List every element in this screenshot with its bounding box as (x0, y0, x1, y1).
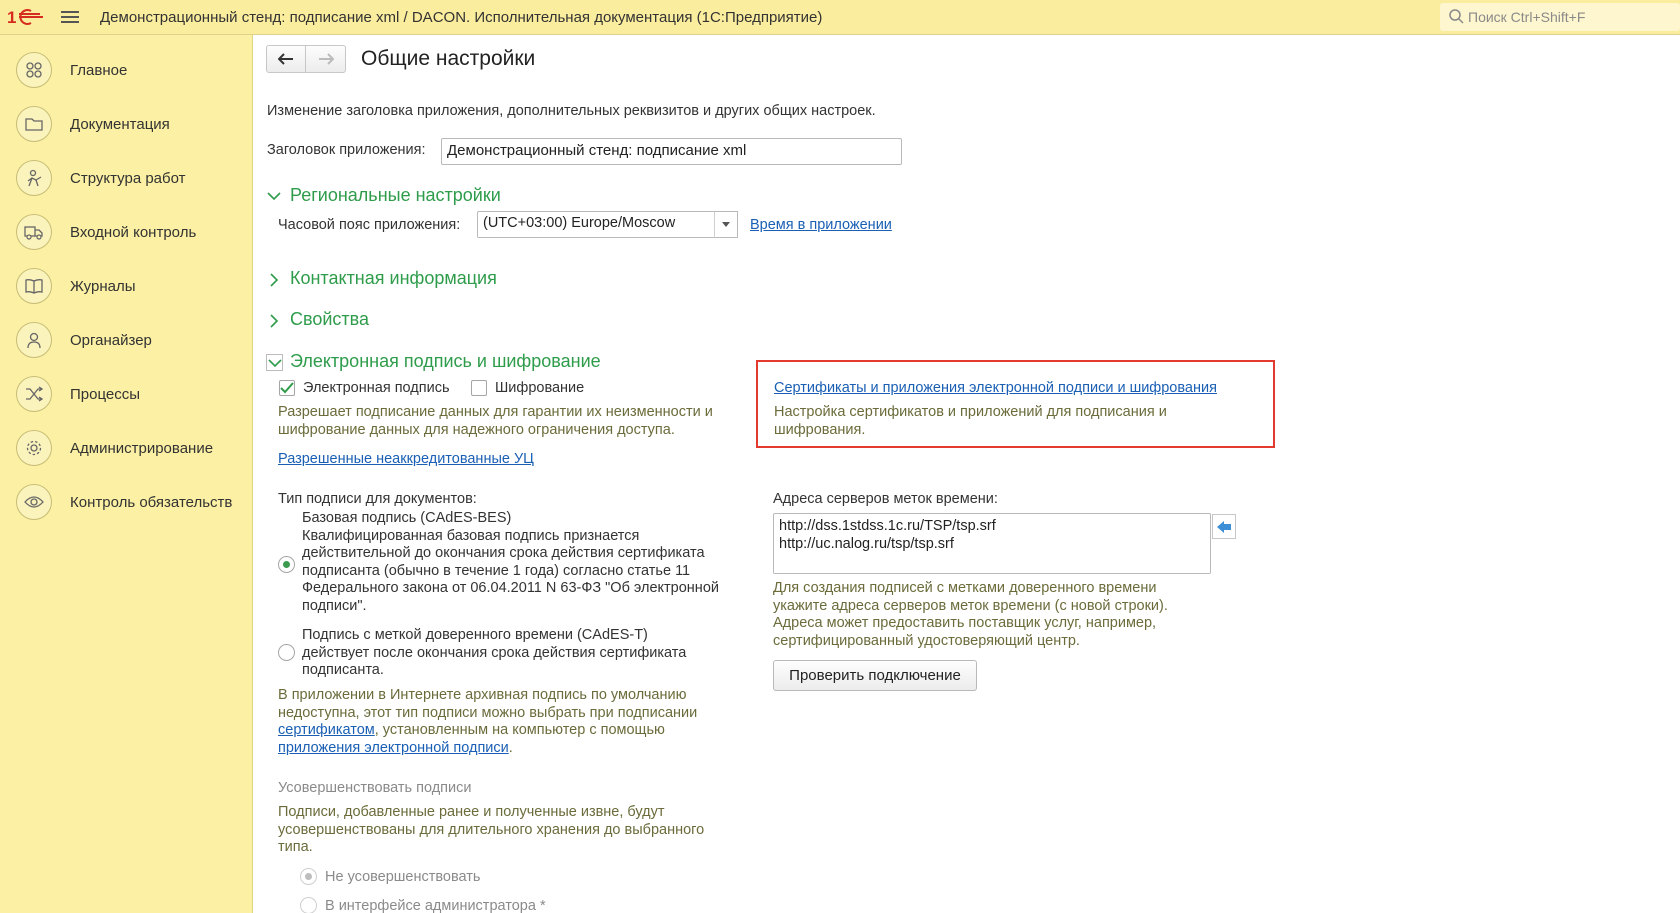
search-input[interactable] (1440, 3, 1680, 31)
tsp-servers-textarea[interactable] (773, 513, 1211, 574)
text-line: Адреса может предоставить поставщик услуг, например, (773, 615, 1157, 631)
improve-option-none[interactable]: Не усовершенствовать (325, 869, 481, 885)
esign-app-link[interactable]: приложения электронной подписи (278, 739, 509, 756)
sidebar-item-label: Процессы (70, 385, 141, 403)
sidebar-item-input-control[interactable] (0, 205, 252, 259)
text-line: Для создания подписей с метками доверенного времени (773, 580, 1157, 596)
chevron-down-icon[interactable] (267, 189, 281, 203)
sidebar-item-processes[interactable] (0, 367, 252, 421)
eye-icon (16, 484, 52, 520)
chevron-right-icon[interactable] (267, 314, 281, 328)
allowed-ca-link[interactable]: Разрешенные неаккредитованные УЦ (278, 451, 534, 467)
text-line: шифрования. (774, 421, 866, 438)
signature-type-t-text[interactable] (302, 627, 686, 680)
text-fragment: . (508, 739, 513, 756)
text-line: подписанта (обычно в течение 1 года) согласно статье 11 (302, 562, 691, 579)
signature-type-radio-t[interactable] (278, 644, 295, 661)
timezone-select[interactable]: (UTC+03:00) Europe/Moscow (477, 211, 716, 238)
text-line (278, 722, 697, 740)
properties-section-title[interactable]: Свойства (290, 309, 370, 329)
page-description: Изменение заголовка приложения, дополнительных реквизитов и других общих настроек. (267, 103, 876, 119)
text-line: усовершенствованы для длительного хранения до выбранного (278, 821, 705, 838)
regional-section-title[interactable]: Региональные настройки (290, 185, 501, 205)
arrow-left-icon (278, 53, 294, 65)
title-bar (0, 0, 1680, 35)
tsp-fill-button[interactable] (1212, 514, 1236, 539)
tsp-servers-label: Адреса серверов меток времени: (773, 491, 998, 507)
text-line: подписанта. (302, 662, 384, 678)
text-line: укажите адреса серверов меток времени (с новой строки). (773, 597, 1168, 614)
text-line: Базовая подпись (CAdES-BES) (302, 510, 512, 526)
search-placeholder: Поиск Ctrl+Shift+F (1468, 9, 1586, 25)
chevron-down-icon[interactable] (266, 354, 283, 371)
text-line: действует после окончания срока действия сертификата (302, 644, 687, 661)
worker-icon (16, 160, 52, 196)
check-connection-button[interactable]: Проверить подключение (773, 660, 977, 691)
gear-icon (16, 430, 52, 466)
arrow-right-icon (318, 53, 334, 65)
text-line: Федерального закона от 06.04.2011 N 63-ФЗ "Об электронной (302, 580, 719, 596)
improve-option-admin[interactable]: В интерфейсе администратора * (325, 898, 546, 913)
folder-icon (16, 106, 52, 142)
truck-icon (16, 214, 52, 250)
text-line: В приложении в Интернете архивная подпись по умолчанию (278, 687, 687, 703)
signature-type-bes-text[interactable] (302, 510, 719, 615)
esign-checkbox-label[interactable]: Электронная подпись (303, 380, 450, 396)
history-nav (266, 45, 346, 73)
sidebar-item-administration[interactable] (0, 421, 252, 475)
window-title: Демонстрационный стенд: подписание xml / DACON. Исполнительная документация (1С:Предприятие) (100, 8, 823, 26)
internet-note (278, 687, 697, 757)
esign-section-title[interactable]: Электронная подпись и шифрование (290, 351, 601, 371)
contact-section-title[interactable]: Контактная информация (290, 268, 497, 288)
checkmark-icon (280, 382, 294, 394)
sidebar-item-journals[interactable] (0, 259, 252, 313)
text-line: сертифицированный удостоверяющий центр. (773, 632, 1080, 649)
encrypt-checkbox[interactable] (471, 380, 487, 396)
tsp-url-line: http://dss.1stdss.1c.ru/TSP/tsp.srf (779, 518, 996, 534)
book-icon (16, 268, 52, 304)
sidebar-item-label: Главное (70, 61, 128, 79)
text-line: Настройка сертификатов и приложений для подписания и (774, 404, 1167, 420)
improve-signatures-label: Усовершенствовать подписи (278, 780, 472, 796)
person-icon (16, 322, 52, 358)
text-line: подписи". (302, 597, 367, 614)
timezone-dropdown-button[interactable] (714, 211, 738, 238)
search-icon (1448, 8, 1464, 27)
improve-description (278, 804, 704, 857)
sidebar-item-obligations[interactable] (0, 475, 252, 529)
sidebar-item-label: Входной контроль (70, 223, 197, 241)
signature-type-radio-bes[interactable] (278, 556, 295, 573)
app-header-label: Заголовок приложения: (267, 142, 426, 158)
arrow-left-blue-icon (1216, 520, 1232, 534)
esign-checkbox[interactable] (279, 380, 295, 396)
text-line: Разрешает подписание данных для гарантии их неизменности и (278, 404, 713, 420)
tsp-hint (773, 580, 1168, 650)
text-line: Квалифицированная базовая подпись признается (302, 527, 640, 544)
sidebar-item-label: Журналы (70, 277, 136, 295)
sidebar (0, 35, 253, 913)
certificates-link[interactable]: Сертификаты и приложения электронной подписи и шифрования (774, 380, 1217, 396)
improve-radio-admin[interactable] (300, 897, 317, 913)
text-line: действительной до окончания срока действия сертификата (302, 545, 705, 561)
text-line: шифрование данных для надежного ограничения доступа. (278, 421, 675, 438)
time-in-app-link[interactable]: Время в приложении (750, 217, 892, 233)
text-line: Подпись с меткой доверенного времени (CAdES-T) (302, 627, 648, 643)
text-line: недоступна, этот тип подписи можно выбрать при подписании (278, 704, 698, 721)
esign-description (278, 404, 713, 439)
sidebar-item-organizer[interactable] (0, 313, 252, 367)
text-line (278, 740, 697, 758)
signature-type-label: Тип подписи для документов: (278, 491, 477, 507)
text-fragment: , установленным на компьютер с помощью (374, 722, 665, 738)
back-button[interactable] (266, 45, 306, 73)
forward-button[interactable] (306, 45, 346, 73)
sidebar-item-label: Органайзер (70, 331, 152, 349)
menu-icon[interactable] (56, 0, 84, 35)
shuffle-icon (16, 376, 52, 412)
page-title: Общие настройки (361, 47, 536, 70)
improve-radio-none[interactable] (300, 868, 317, 885)
main-content (254, 35, 1680, 913)
chevron-right-icon[interactable] (267, 273, 281, 287)
encrypt-checkbox-label[interactable]: Шифрование (495, 380, 585, 396)
svg-text:1: 1 (7, 8, 17, 26)
tsp-url-line: http://uc.nalog.ru/tsp/tsp.srf (779, 536, 954, 552)
sidebar-item-documentation[interactable] (0, 97, 252, 151)
1c-logo (4, 0, 48, 35)
sidebar-item-label: Контроль обязательств (70, 493, 233, 511)
certificate-link[interactable]: сертификатом (278, 722, 375, 738)
sidebar-item-main[interactable] (0, 43, 252, 97)
text-line: Подписи, добавленные ранее и полученные извне, будут (278, 804, 665, 820)
sidebar-item-label: Структура работ (70, 169, 186, 187)
chevron-down-icon (722, 222, 730, 227)
certificates-description (774, 404, 1167, 439)
timezone-label: Часовой пояс приложения: (278, 217, 461, 233)
text-line: типа. (278, 839, 313, 855)
app-header-input[interactable]: Демонстрационный стенд: подписание xml (441, 138, 902, 165)
grid-icon (16, 52, 52, 88)
sidebar-item-label: Документация (70, 115, 170, 133)
sidebar-item-label: Администрирование (70, 439, 214, 457)
sidebar-item-work-structure[interactable] (0, 151, 252, 205)
